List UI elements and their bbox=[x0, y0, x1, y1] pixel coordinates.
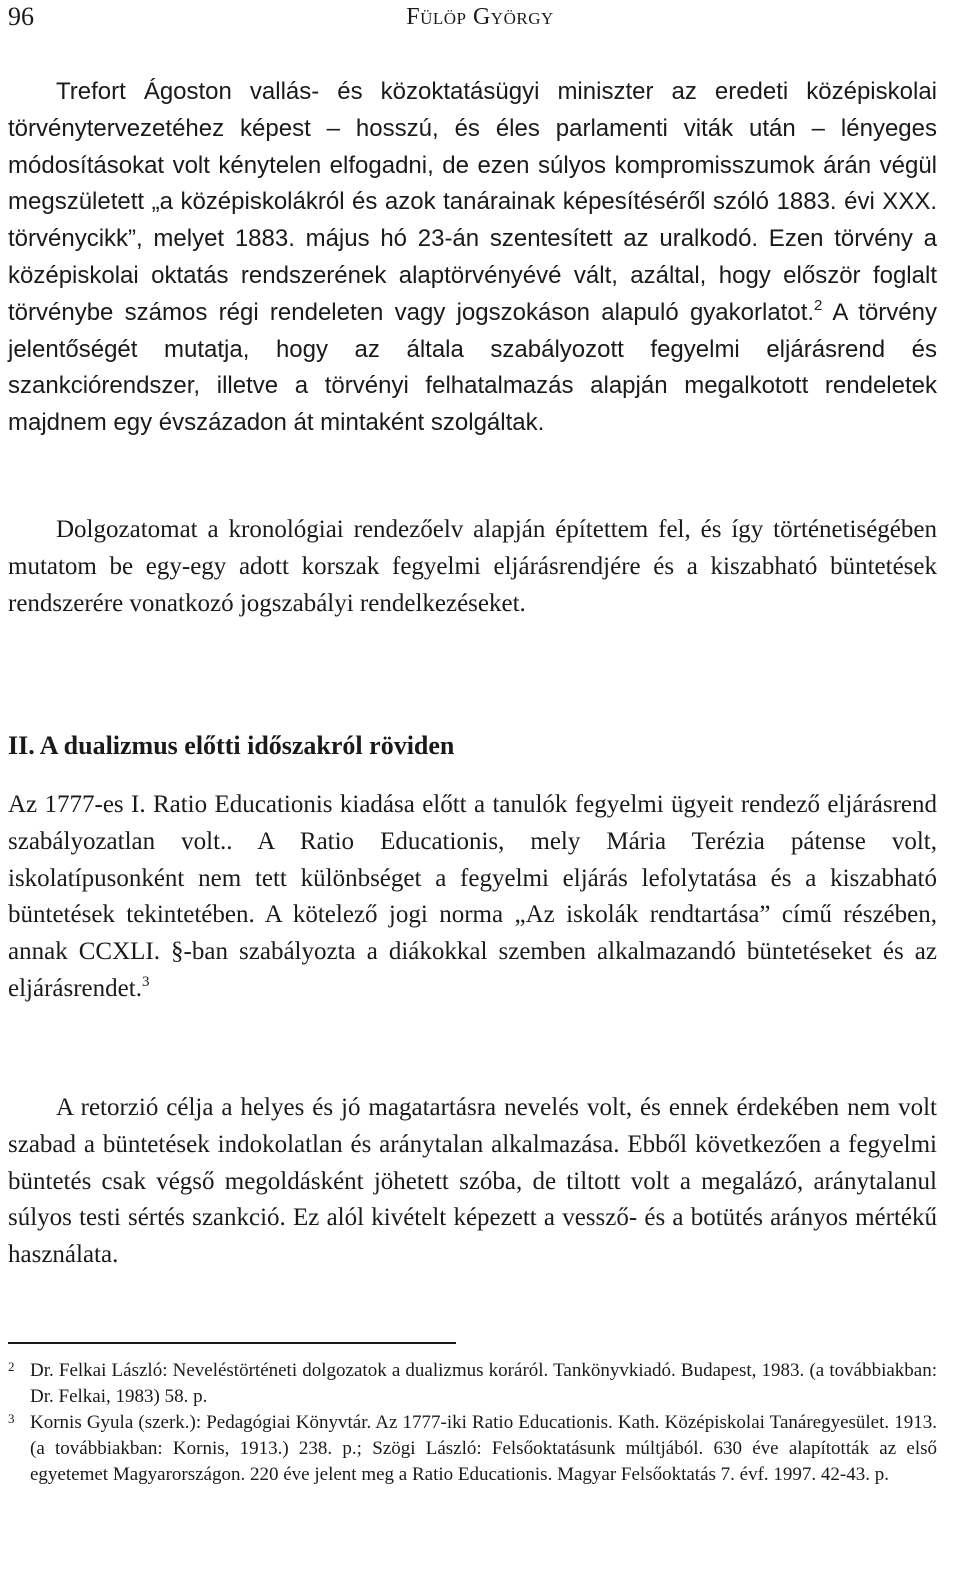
page-header bbox=[0, 0, 960, 32]
paragraph-ratio-educationis bbox=[8, 787, 937, 1008]
footnote-reference[interactable]: 2 bbox=[814, 296, 823, 314]
footnote-item bbox=[8, 1410, 937, 1488]
page-number: 96 bbox=[8, 2, 34, 31]
footnote-separator bbox=[8, 1342, 456, 1344]
footnotes bbox=[8, 1358, 937, 1488]
paragraph-trefort-law bbox=[8, 74, 937, 442]
paragraph-method: Dolgozatomat a kronológiai rendezőelv alapján építettem fel, és így történetiségében mutatom be egy-egy adott korszak fegyelmi eljárásrendjére és a kiszabható büntetések rendszerére vonatkozó jogszabályi rendelkezéseket. bbox=[8, 516, 937, 617]
footnote-item bbox=[8, 1358, 937, 1410]
section-heading: II. A dualizmus előtti időszakról röviden bbox=[8, 731, 455, 760]
footnote-number: 3 bbox=[8, 1411, 15, 1426]
footnote-text: Dr. Felkai László: Neveléstörténeti dolgozatok a dualizmus koráról. Tankönyvkiadó. Budapest, 1983. (a továbbiakban: Dr. Felkai, 1983) 58. p. bbox=[30, 1360, 937, 1407]
footnote-text: Kornis Gyula (szerk.): Pedagógiai Könyvtár. Az 1777-iki Ratio Educationis. Kath. Középiskolai Tanáregyesület. 1913. (a továbbiakban: Kornis, 1913.) 238. p.; Szögi László: Felsőoktatásunk múltjából. 630 éve alapították az első egyetemet Magyarországon. 220 éve jelent meg a Ratio Educationis. Magyar Felsőoktatás 7. évf. 1997. 42-43. p. bbox=[30, 1412, 937, 1485]
running-head-author: Fülöp György bbox=[406, 4, 554, 30]
paragraph-text-continued: A törvény jelentőségét mutatja, hogy az általa szabályozott fegyelmi eljárásrend és szankciórendszer, illetve a törvényi felhatalmazás alapján megalkotott rendeletek majdnem egy évszázadon át mintaként szolgáltak. bbox=[8, 298, 937, 437]
paragraph-retorsion: A retorzió célja a helyes és jó magatartásra nevelés volt, és ennek érdekében nem volt szabad a büntetések indokolatlan és aránytalan alkalmazása. Ebből következően a fegyelmi büntetés csak végső megoldásként jöhetett szóba, de tiltott volt a megalázó, aránytalanul súlyos testi sértés szankció. Ez alól kivételt képezett a vessző- és a botütés arányos mértékű használata. bbox=[8, 1094, 937, 1269]
footnote-reference[interactable]: 3 bbox=[141, 973, 150, 990]
footnote-number: 2 bbox=[8, 1359, 15, 1374]
paragraph-text: Trefort Ágoston vallás- és közoktatásügyi miniszter az eredeti középiskolai törvénytervezetéhez képest – hosszú, és éles parlamenti viták után – lényeges módosításokat volt kénytelen elfogadni, de ezen súlyos kompromisszumok árán végül megszületett „a középiskolákról és azok tanárainak képesítéséről szóló 1883. évi XXX. törvénycikk”, melyet 1883. május hó 23-án szentesített az uralkodó. Ezen törvény a középiskolai oktatás rendszerének alaptörvényévé vált, azáltal, hogy először foglalt törvénybe számos régi rendeleten vagy jogszokáson alapuló gyakorlatot. bbox=[8, 78, 937, 326]
paragraph-text: Az 1777-es I. Ratio Educationis kiadása előtt a tanulók fegyelmi ügyeit rendező eljárásrend szabályozatlan volt.. A Ratio Educationis, mely Mária Terézia pátense volt, iskolatípusonként nem tett különbséget a fegyelmi eljárás lefolytatása és a kiszabható büntetések tekintetében. A kötelező jogi norma „Az iskolák rendtartása” című részében, annak CCXLI. §-ban szabályozta a diákokkal szemben alkalmazandó büntetéseket és az eljárásrendet. bbox=[8, 791, 937, 1002]
